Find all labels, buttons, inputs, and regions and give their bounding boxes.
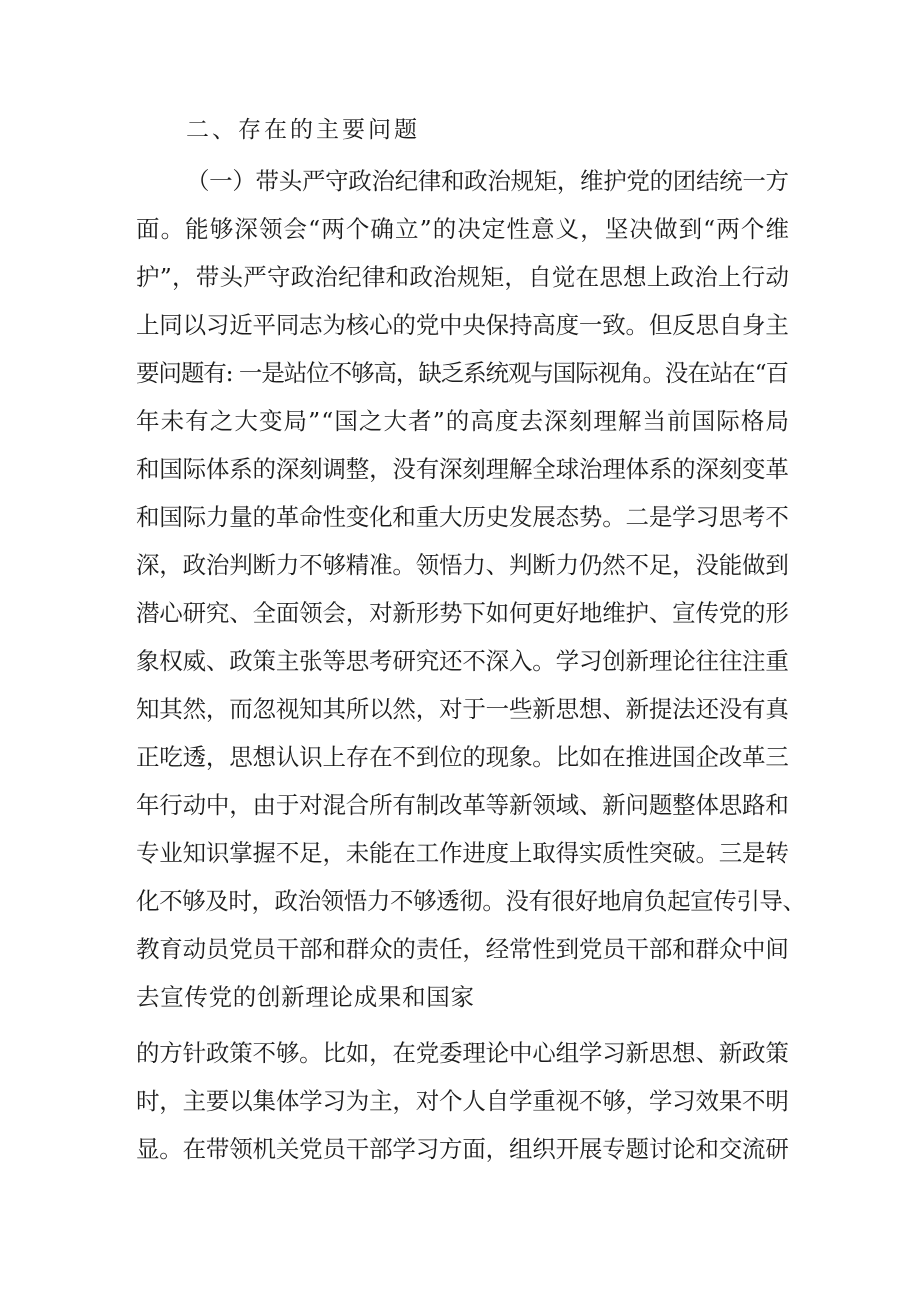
- paragraph-line: 年行动中，由于对混合所有制改革等新领域、新问题整体思路和: [136, 791, 789, 819]
- paragraph-line: 和国际力量的革命性变化和重大历史发展态势。二是学习思考不: [136, 503, 789, 531]
- paragraph-line: 正吃透，思想认识上存在不到位的现象。比如在推进国企改革三: [136, 743, 789, 771]
- paragraph-line: 显。在带领机关党员干部学习方面，组织开展专题讨论和交流研: [136, 1135, 789, 1163]
- paragraph-line: 护”，带头严守政治纪律和政治规矩，自觉在思想上政治上行动: [136, 263, 790, 291]
- paragraph-line: 象权威、政策主张等思考研究还不深入。学习创新理论往往注重: [136, 647, 789, 675]
- paragraph-line: 潜心研究、全面领会，对新形势下如何更好地维护、宣传党的形: [136, 599, 789, 627]
- paragraph-line: 教育动员党员干部和群众的责任，经常性到党员干部和群众中间: [136, 935, 789, 963]
- paragraph-line: 去宣传党的创新理论成果和国家: [136, 983, 475, 1011]
- paragraph-line: 的方针政策不够。比如，在党委理论中心组学习新思想、新政策: [136, 1039, 789, 1067]
- paragraph-line: 面。能够深领会“两个确立”的决定性意义，坚决做到“两个维: [136, 215, 791, 243]
- paragraph-line: 化不够及时，政治领悟力不够透彻。没有很好地肩负起宣传引导、: [136, 887, 806, 915]
- paragraph-line: 要问题有: 一是站位不够高，缺乏系统观与国际视角。没在站在“百: [136, 359, 788, 387]
- paragraph-line: 专业知识掌握不足，未能在工作进度上取得实质性突破。三是转: [136, 839, 789, 867]
- paragraph-line: 和国际体系的深刻调整，没有深刻理解全球治理体系的深刻变革: [136, 455, 789, 483]
- paragraph-line: 时，主要以集体学习为主，对个人自学重视不够，学习效果不明: [136, 1087, 789, 1115]
- paragraph-line: 知其然，而忽视知其所以然，对于一些新思想、新提法还没有真: [136, 695, 789, 723]
- paragraph-line: 上同以习近平同志为核心的党中央保持高度一致。但反思自身主: [136, 311, 789, 339]
- paragraph-line: （一）带头严守政治纪律和政治规矩，维护党的团结统一方: [186, 167, 789, 195]
- paragraph-line: 深，政治判断力不够精准。领悟力、判断力仍然不足，没能做到: [136, 551, 789, 579]
- section-heading: 二、存在的主要问题: [186, 117, 420, 143]
- paragraph-line: 年未有之大变局”“国之大者”的高度去深刻理解当前国际格局: [136, 407, 791, 435]
